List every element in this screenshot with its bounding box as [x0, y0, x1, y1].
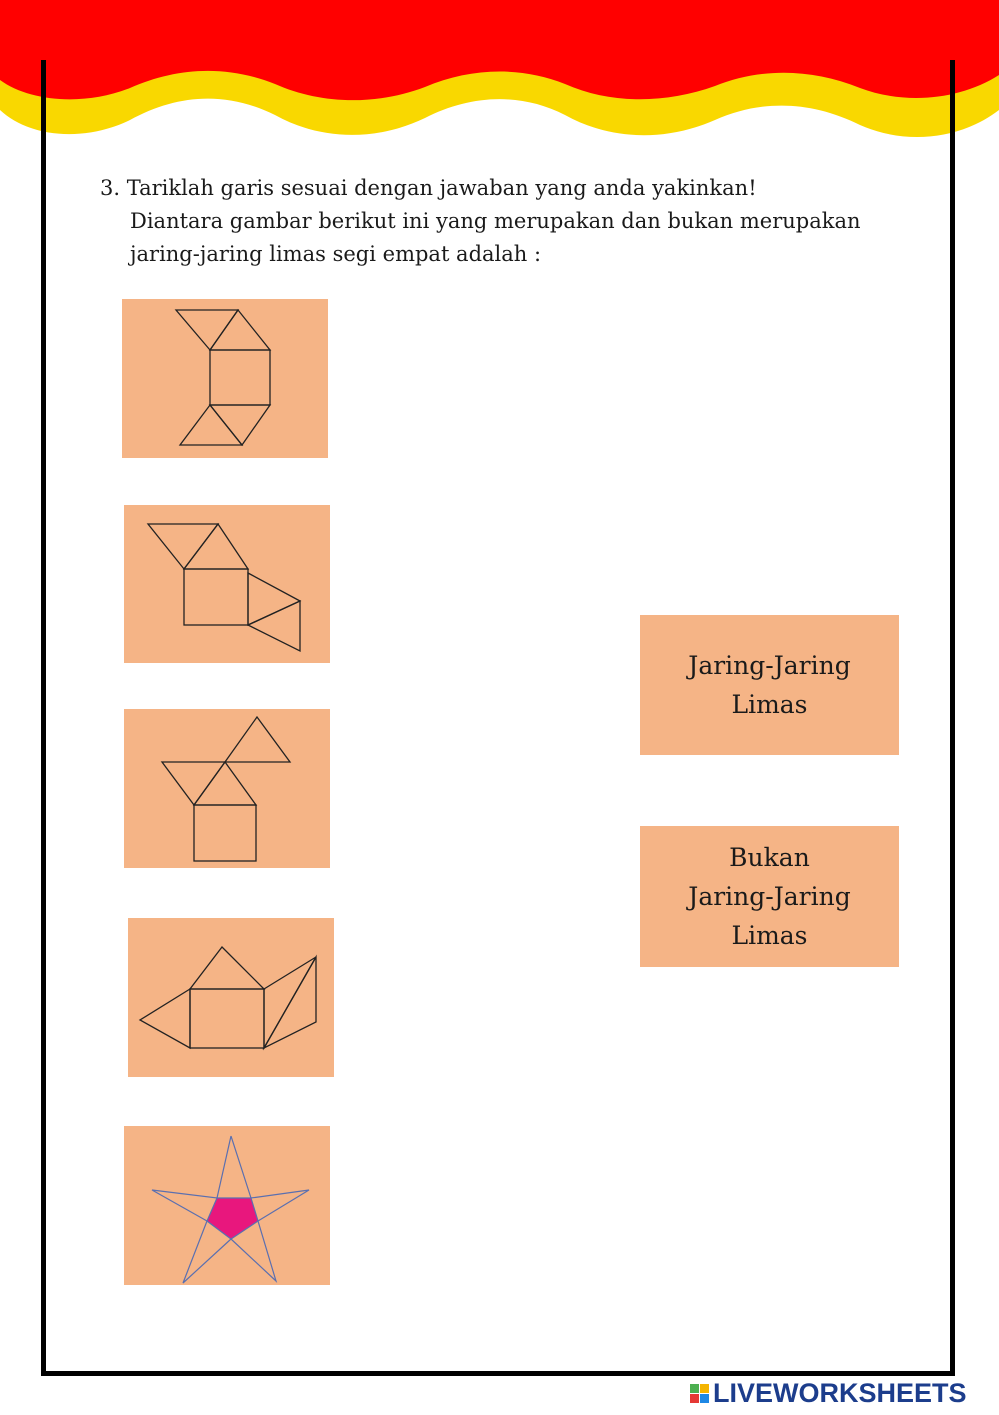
answer-2-line-1: Bukan: [729, 843, 810, 872]
net-figure-2-icon: [124, 505, 330, 663]
answer-2-line-2: Jaring-Jaring: [688, 882, 851, 911]
brand-text: LIVEWORKSHEETS: [713, 1377, 967, 1408]
liveworksheets-logo[interactable]: [690, 1376, 967, 1410]
net-figure-3-icon: [124, 709, 330, 868]
answer-1-line-1: Jaring-Jaring: [688, 651, 851, 680]
answer-jaring-jaring-limas[interactable]: [640, 615, 899, 755]
question-line-3: jaring-jaring limas segi empat adalah :: [130, 242, 542, 266]
answer-2-line-3: Limas: [731, 921, 808, 950]
net-card-5[interactable]: [124, 1126, 330, 1285]
question-text: [100, 172, 920, 271]
liveworksheets-grid-icon: [690, 1384, 709, 1403]
net-card-3[interactable]: [124, 709, 330, 868]
answer-1-line-2: Limas: [731, 690, 808, 719]
answer-bukan-jaring-jaring-limas[interactable]: [640, 826, 899, 967]
star-pentagon-icon: [124, 1126, 330, 1285]
question-line-1: 3. Tariklah garis sesuai dengan jawaban yang anda yakinkan!: [100, 176, 757, 200]
net-card-2[interactable]: [124, 505, 330, 663]
net-figure-1-icon: [122, 299, 328, 458]
question-line-2: Diantara gambar berikut ini yang merupakan dan bukan merupakan: [130, 209, 861, 233]
net-card-1[interactable]: [122, 299, 328, 458]
net-card-4[interactable]: [128, 918, 334, 1077]
net-figure-4-icon: [128, 918, 334, 1077]
